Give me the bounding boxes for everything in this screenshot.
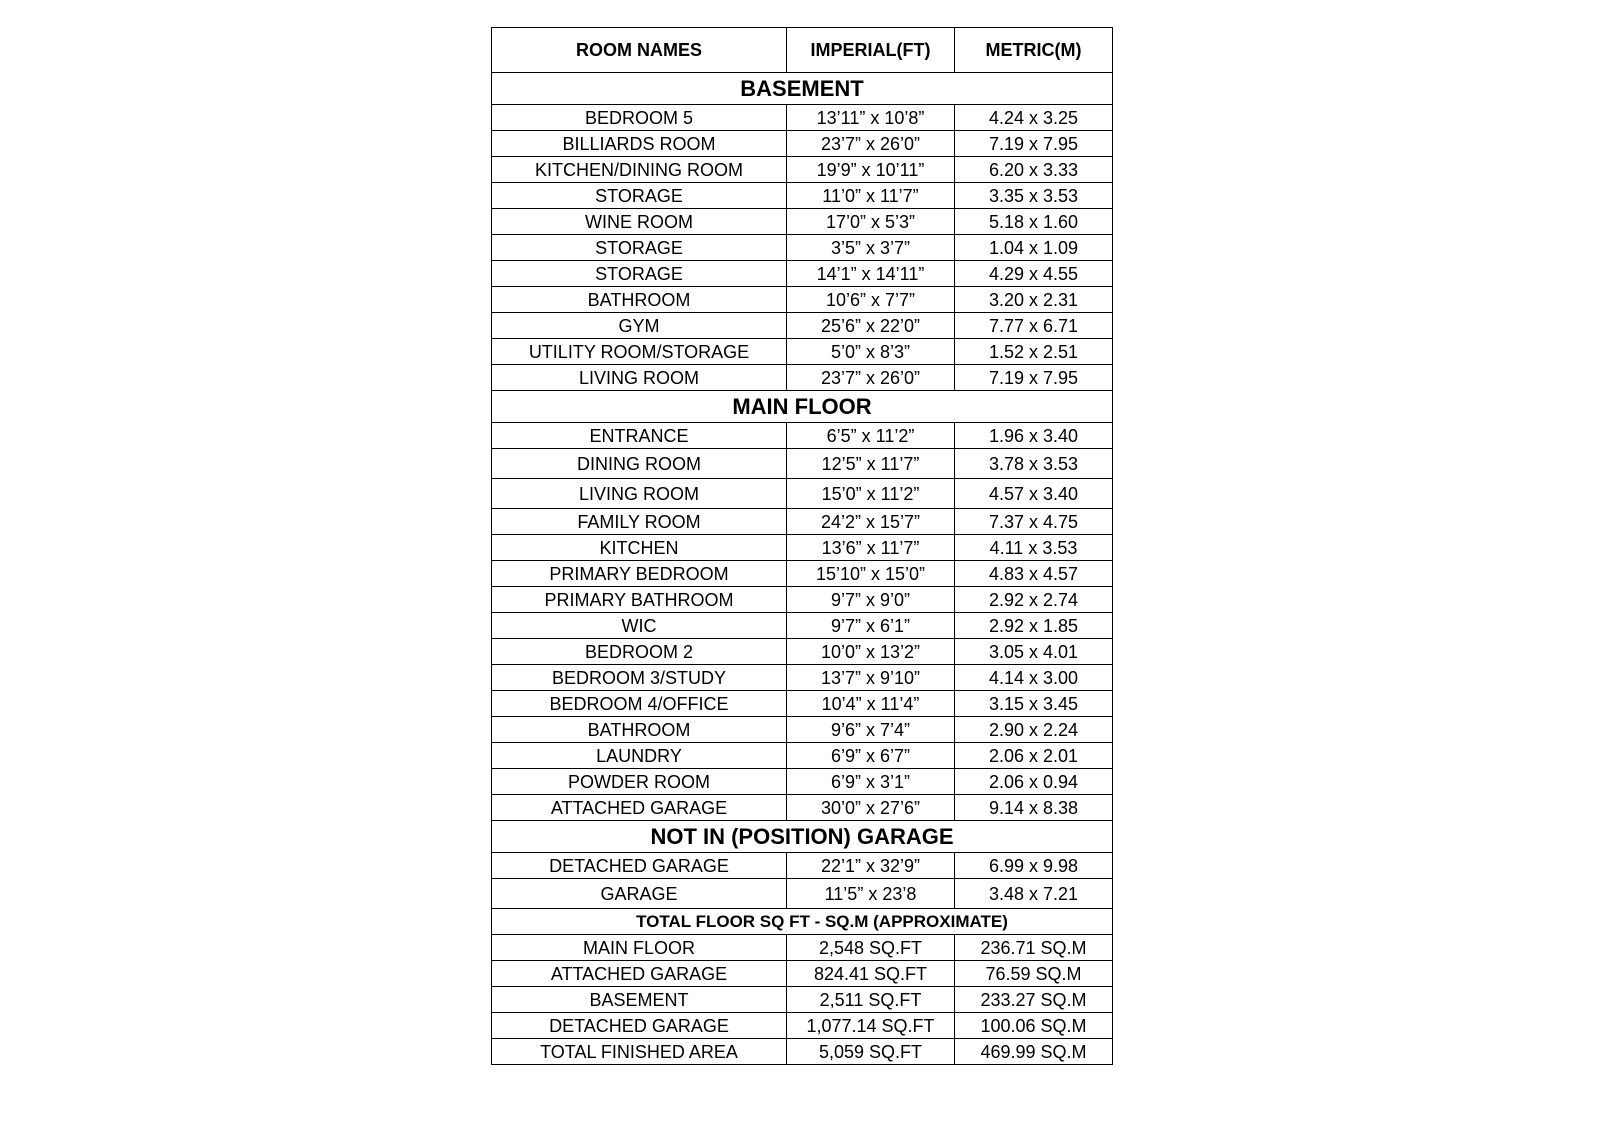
metric-cell: 2.06 x 2.01 xyxy=(955,743,1113,769)
imperial-cell: 6’9” x 3’1” xyxy=(787,769,955,795)
table-row xyxy=(492,105,1113,131)
imperial-cell: 14’1” x 14’11” xyxy=(787,261,955,287)
room-name-cell: BASEMENT xyxy=(492,987,787,1013)
room-name-cell: BATHROOM xyxy=(492,717,787,743)
metric-cell: 4.83 x 4.57 xyxy=(955,561,1113,587)
table-row xyxy=(492,365,1113,391)
room-name-cell: LIVING ROOM xyxy=(492,365,787,391)
imperial-cell: 30’0” x 27’6” xyxy=(787,795,955,821)
metric-cell: 236.71 SQ.M xyxy=(955,935,1113,961)
metric-cell: 6.20 x 3.33 xyxy=(955,157,1113,183)
imperial-cell: 9’7” x 6’1” xyxy=(787,613,955,639)
table-row xyxy=(492,1039,1113,1065)
imperial-cell: 6’5” x 11’2” xyxy=(787,423,955,449)
room-name-cell: STORAGE xyxy=(492,261,787,287)
metric-cell: 1.04 x 1.09 xyxy=(955,235,1113,261)
table-row xyxy=(492,313,1113,339)
table-row xyxy=(492,879,1113,909)
metric-cell: 3.35 x 3.53 xyxy=(955,183,1113,209)
imperial-cell: 23’7” x 26’0” xyxy=(787,365,955,391)
metric-cell: 9.14 x 8.38 xyxy=(955,795,1113,821)
room-name-cell: PRIMARY BEDROOM xyxy=(492,561,787,587)
room-name-cell: GARAGE xyxy=(492,879,787,909)
metric-cell: 3.20 x 2.31 xyxy=(955,287,1113,313)
room-name-cell: WIC xyxy=(492,613,787,639)
room-name-cell: LIVING ROOM xyxy=(492,479,787,509)
room-name-cell: KITCHEN/DINING ROOM xyxy=(492,157,787,183)
metric-cell: 3.78 x 3.53 xyxy=(955,449,1113,479)
table-row xyxy=(492,639,1113,665)
room-name-cell: TOTAL FINISHED AREA xyxy=(492,1039,787,1065)
metric-header: METRIC(M) xyxy=(955,28,1113,73)
table-row xyxy=(492,535,1113,561)
section-title: BASEMENT xyxy=(492,73,1113,105)
metric-cell: 7.19 x 7.95 xyxy=(955,365,1113,391)
imperial-cell: 22’1” x 32’9” xyxy=(787,853,955,879)
table-row xyxy=(492,795,1113,821)
room-name-cell: BEDROOM 3/STUDY xyxy=(492,665,787,691)
table-row xyxy=(492,157,1113,183)
imperial-cell: 10’0” x 13’2” xyxy=(787,639,955,665)
section-title-row xyxy=(492,391,1113,423)
room-name-cell: KITCHEN xyxy=(492,535,787,561)
imperial-cell: 17’0” x 5’3” xyxy=(787,209,955,235)
section-title: MAIN FLOOR xyxy=(492,391,1113,423)
room-name-cell: STORAGE xyxy=(492,235,787,261)
room-name-cell: GYM xyxy=(492,313,787,339)
table-row xyxy=(492,1013,1113,1039)
room-name-cell: BEDROOM 4/OFFICE xyxy=(492,691,787,717)
metric-cell: 2.92 x 2.74 xyxy=(955,587,1113,613)
imperial-cell: 23’7” x 26’0” xyxy=(787,131,955,157)
table-row xyxy=(492,131,1113,157)
table-row xyxy=(492,853,1113,879)
imperial-cell: 13’11” x 10’8” xyxy=(787,105,955,131)
table-row xyxy=(492,935,1113,961)
imperial-cell: 10’4” x 11’4” xyxy=(787,691,955,717)
imperial-cell: 5’0” x 8’3” xyxy=(787,339,955,365)
table-body xyxy=(492,73,1113,1065)
imperial-cell: 10’6” x 7’7” xyxy=(787,287,955,313)
room-name-cell: WINE ROOM xyxy=(492,209,787,235)
imperial-cell: 19’9” x 10’11” xyxy=(787,157,955,183)
metric-cell: 1.52 x 2.51 xyxy=(955,339,1113,365)
imperial-header: IMPERIAL(FT) xyxy=(787,28,955,73)
table-row xyxy=(492,987,1113,1013)
metric-cell: 7.37 x 4.75 xyxy=(955,509,1113,535)
room-name-cell: BILLIARDS ROOM xyxy=(492,131,787,157)
imperial-cell: 13’6” x 11’7” xyxy=(787,535,955,561)
metric-cell: 5.18 x 1.60 xyxy=(955,209,1113,235)
metric-cell: 7.19 x 7.95 xyxy=(955,131,1113,157)
metric-cell: 2.90 x 2.24 xyxy=(955,717,1113,743)
table-row xyxy=(492,287,1113,313)
metric-cell: 1.96 x 3.40 xyxy=(955,423,1113,449)
imperial-cell: 3’5” x 3’7” xyxy=(787,235,955,261)
section-title-row xyxy=(492,73,1113,105)
room-name-cell: BATHROOM xyxy=(492,287,787,313)
metric-cell: 4.11 x 3.53 xyxy=(955,535,1113,561)
imperial-cell: 9’6” x 7’4” xyxy=(787,717,955,743)
room-name-cell: STORAGE xyxy=(492,183,787,209)
totals-title-row xyxy=(492,909,1113,935)
imperial-cell: 25’6” x 22’0” xyxy=(787,313,955,339)
table-row xyxy=(492,479,1113,509)
room-name-cell: PRIMARY BATHROOM xyxy=(492,587,787,613)
imperial-cell: 9’7” x 9’0” xyxy=(787,587,955,613)
imperial-cell: 11’5” x 23’8 xyxy=(787,879,955,909)
table-row xyxy=(492,339,1113,365)
metric-cell: 2.92 x 1.85 xyxy=(955,613,1113,639)
section-title-row xyxy=(492,821,1113,853)
table-row xyxy=(492,613,1113,639)
room-name-cell: BEDROOM 5 xyxy=(492,105,787,131)
imperial-cell: 24’2” x 15’7” xyxy=(787,509,955,535)
metric-cell: 4.14 x 3.00 xyxy=(955,665,1113,691)
imperial-cell: 1,077.14 SQ.FT xyxy=(787,1013,955,1039)
metric-cell: 2.06 x 0.94 xyxy=(955,769,1113,795)
imperial-cell: 6’9” x 6’7” xyxy=(787,743,955,769)
room-name-cell: POWDER ROOM xyxy=(492,769,787,795)
imperial-cell: 2,511 SQ.FT xyxy=(787,987,955,1013)
metric-cell: 233.27 SQ.M xyxy=(955,987,1113,1013)
header-row xyxy=(492,28,1113,73)
imperial-cell: 13’7” x 9’10” xyxy=(787,665,955,691)
room-name-cell: FAMILY ROOM xyxy=(492,509,787,535)
table-row xyxy=(492,665,1113,691)
table-header xyxy=(492,28,1113,73)
room-name-cell: ATTACHED GARAGE xyxy=(492,961,787,987)
room-name-cell: DETACHED GARAGE xyxy=(492,1013,787,1039)
table-row xyxy=(492,235,1113,261)
metric-cell: 100.06 SQ.M xyxy=(955,1013,1113,1039)
room-name-cell: ENTRANCE xyxy=(492,423,787,449)
metric-cell: 4.29 x 4.55 xyxy=(955,261,1113,287)
room-name-cell: DETACHED GARAGE xyxy=(492,853,787,879)
table-row xyxy=(492,691,1113,717)
room-name-cell: LAUNDRY xyxy=(492,743,787,769)
table-row xyxy=(492,209,1113,235)
room-name-cell: BEDROOM 2 xyxy=(492,639,787,665)
imperial-cell: 15’10” x 15’0” xyxy=(787,561,955,587)
room-name-cell: ATTACHED GARAGE xyxy=(492,795,787,821)
table-row xyxy=(492,961,1113,987)
table-row xyxy=(492,509,1113,535)
table-row xyxy=(492,587,1113,613)
metric-cell: 76.59 SQ.M xyxy=(955,961,1113,987)
imperial-cell: 11’0” x 11’7” xyxy=(787,183,955,209)
imperial-cell: 824.41 SQ.FT xyxy=(787,961,955,987)
imperial-cell: 12’5” x 11’7” xyxy=(787,449,955,479)
room-name-cell: DINING ROOM xyxy=(492,449,787,479)
imperial-cell: 5,059 SQ.FT xyxy=(787,1039,955,1065)
table-row xyxy=(492,743,1113,769)
section-title: NOT IN (POSITION) GARAGE xyxy=(492,821,1113,853)
room-names-header: ROOM NAMES xyxy=(492,28,787,73)
metric-cell: 3.05 x 4.01 xyxy=(955,639,1113,665)
metric-cell: 7.77 x 6.71 xyxy=(955,313,1113,339)
imperial-cell: 2,548 SQ.FT xyxy=(787,935,955,961)
table-row xyxy=(492,769,1113,795)
metric-cell: 3.15 x 3.45 xyxy=(955,691,1113,717)
metric-cell: 3.48 x 7.21 xyxy=(955,879,1113,909)
room-dimensions-table xyxy=(491,27,1113,1065)
table-row xyxy=(492,449,1113,479)
metric-cell: 469.99 SQ.M xyxy=(955,1039,1113,1065)
imperial-cell: 15’0” x 11’2” xyxy=(787,479,955,509)
room-name-cell: UTILITY ROOM/STORAGE xyxy=(492,339,787,365)
totals-title: TOTAL FLOOR SQ FT - SQ.M (APPROXIMATE) xyxy=(492,909,1113,935)
table-row xyxy=(492,717,1113,743)
room-name-cell: MAIN FLOOR xyxy=(492,935,787,961)
table-row xyxy=(492,183,1113,209)
table-row xyxy=(492,261,1113,287)
metric-cell: 4.57 x 3.40 xyxy=(955,479,1113,509)
table-row xyxy=(492,561,1113,587)
metric-cell: 6.99 x 9.98 xyxy=(955,853,1113,879)
table-row xyxy=(492,423,1113,449)
metric-cell: 4.24 x 3.25 xyxy=(955,105,1113,131)
